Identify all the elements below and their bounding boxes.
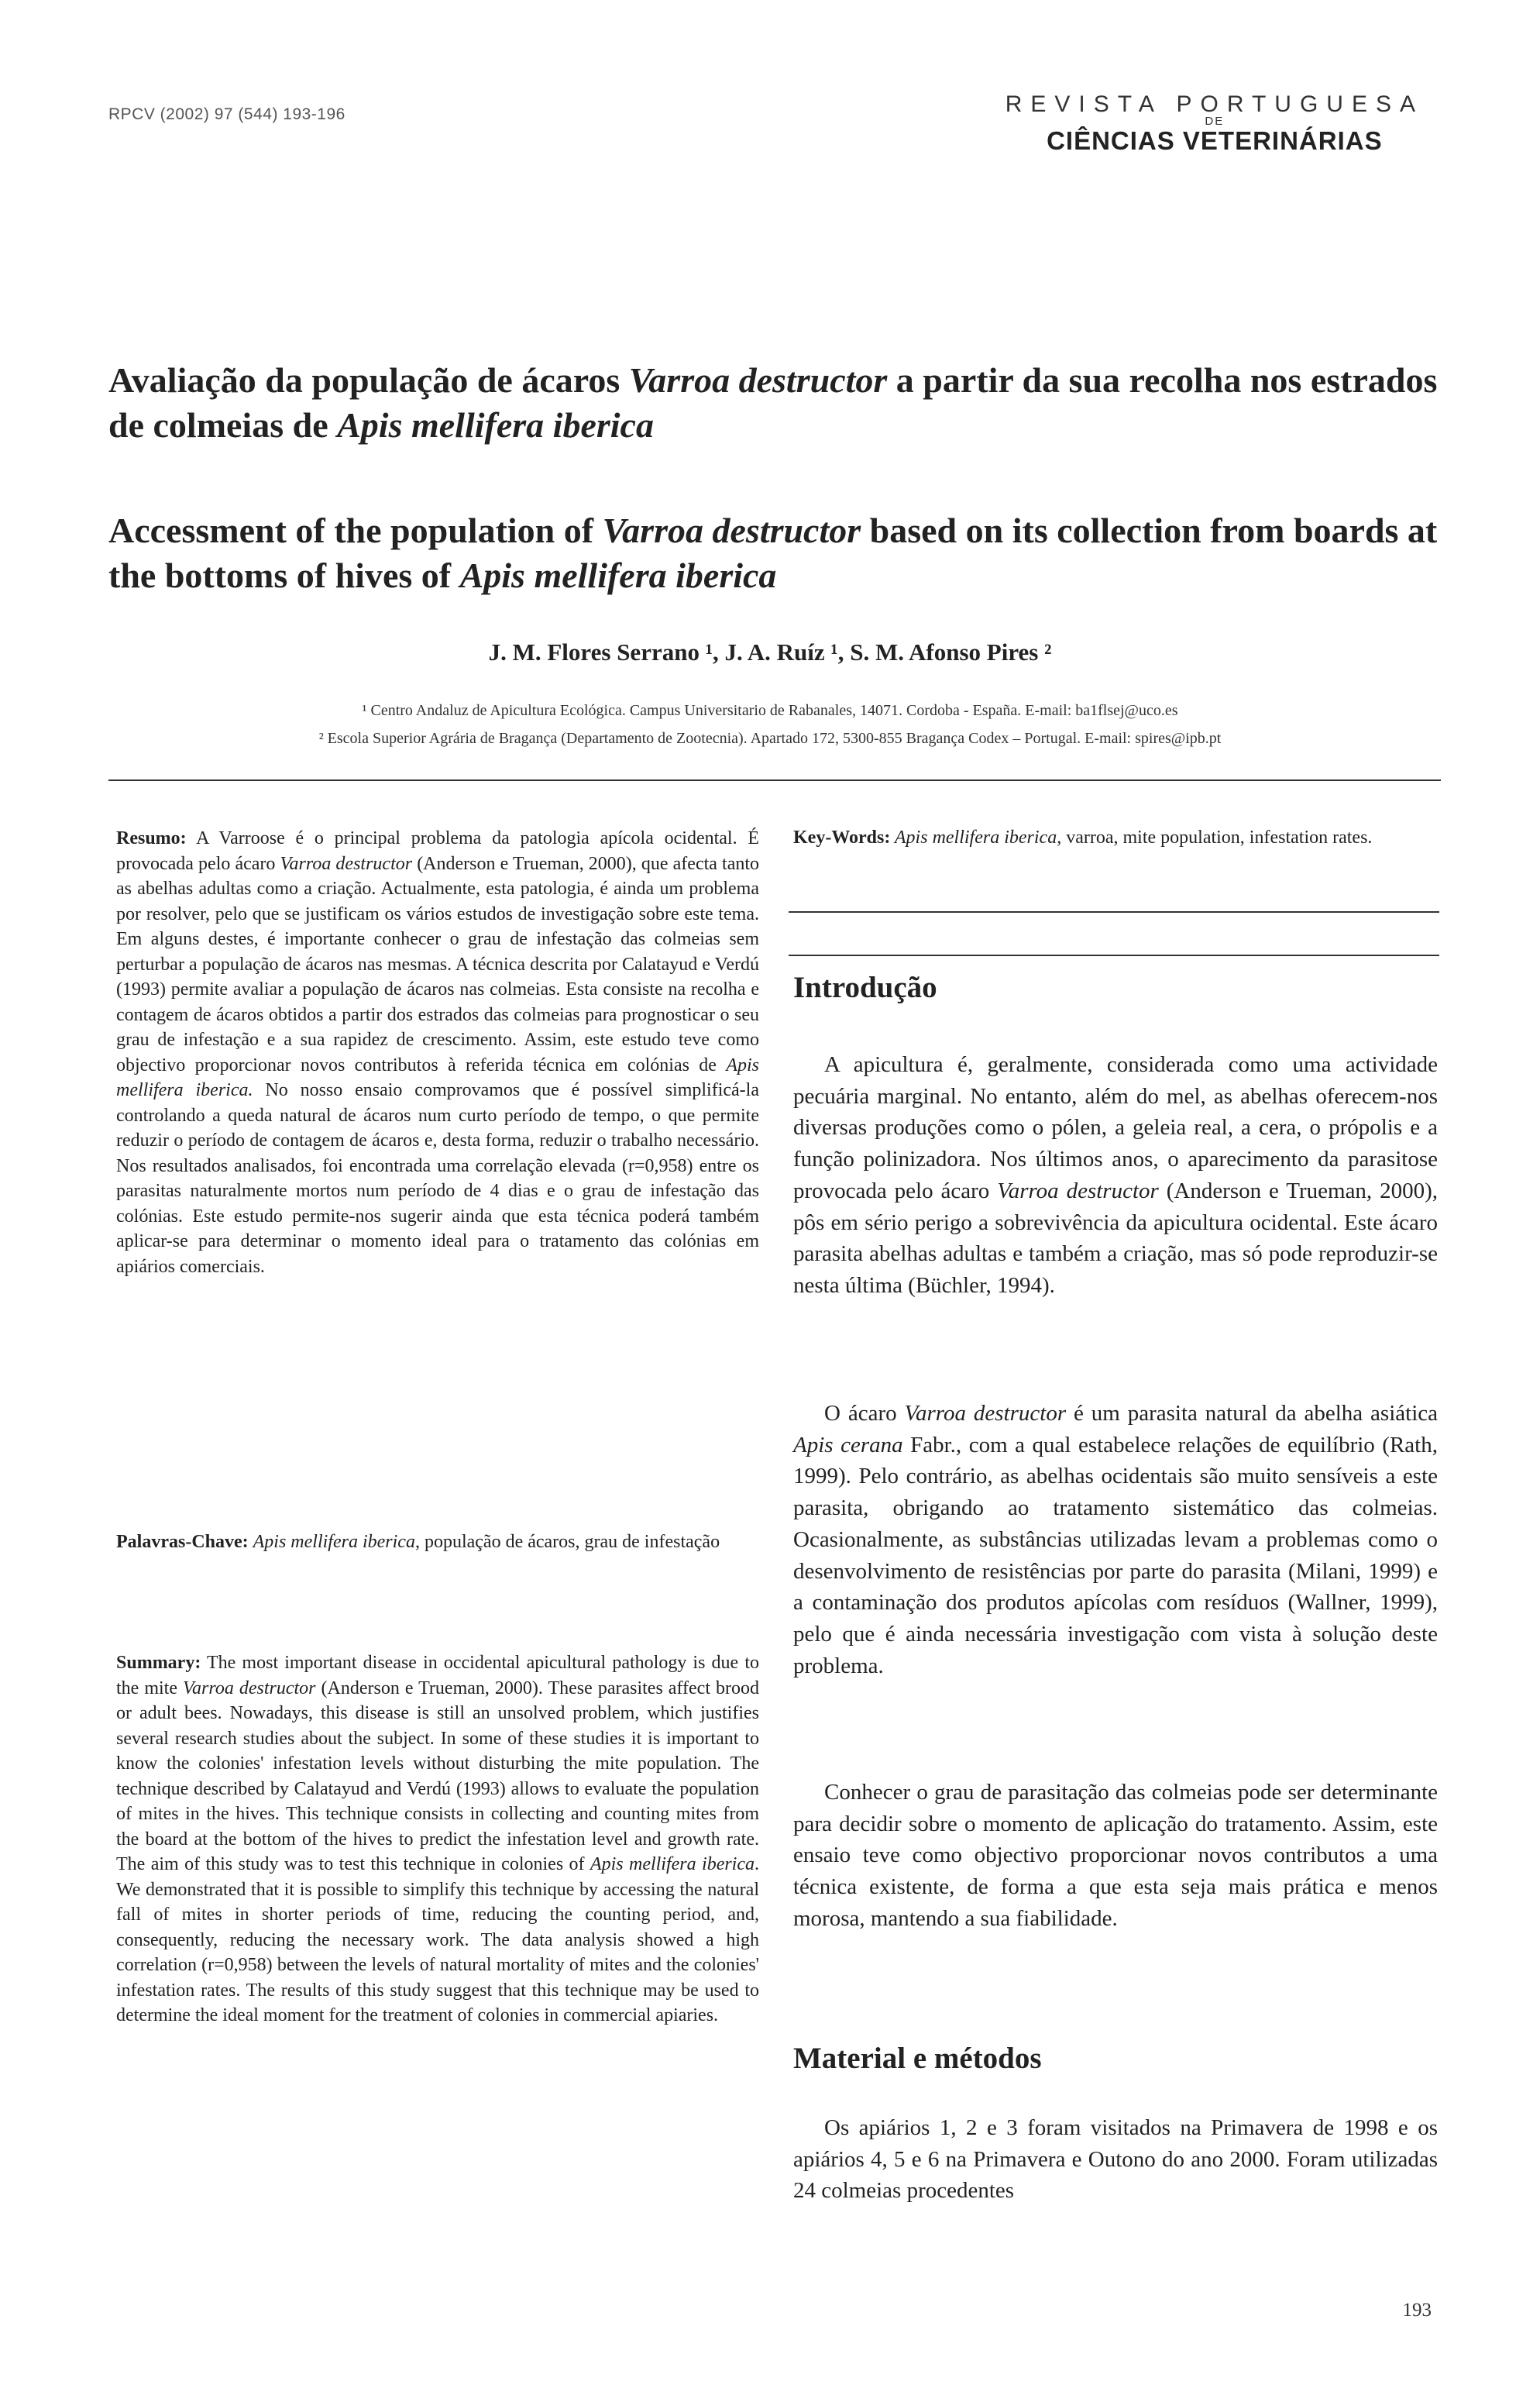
- keywords-divider-2: [789, 955, 1439, 956]
- summary-label: Summary:: [116, 1653, 201, 1673]
- resumo-label: Resumo:: [116, 828, 187, 848]
- title-en-species: Apis mellifera iberica: [459, 556, 777, 595]
- abstract-english: [116, 1650, 759, 2029]
- keywords-text: , varroa, mite population, infestation rates.: [1057, 828, 1373, 848]
- keywords-divider-1: [789, 911, 1439, 913]
- intro-species: Apis cerana: [793, 1432, 903, 1457]
- summary-species: Varroa destructor: [183, 1678, 316, 1698]
- title-en-text: based on its collection from boards at the bottoms of hives of: [108, 511, 1438, 595]
- keywords-label: Key-Words:: [793, 828, 891, 848]
- title-pt-species: Apis mellifera iberica: [337, 405, 654, 445]
- palavras-text: , população de ácaros, grau de infestação: [414, 1532, 720, 1552]
- intro-text: Fabr., com a qual estabelece relações de equilíbrio (Rath, 1999). Pelo contrário, as abelhas ocidentais são muito sensíveis a este parasita, obrigando ao tratamento sistemático das colmeias. Ocasionalmente, as substâncias utilizadas levam a problemas como o desenvolvimento de resistências por parte do parasita (Milani, 1999) e a contaminação dos produtos apícolas com resíduos (Wallner, 1999), pelo que é ainda necessária investigação com vista à solução deste problema.: [793, 1432, 1438, 1678]
- intro-paragraph-2: [793, 1398, 1438, 1681]
- abstract-species: Varroa destructor: [280, 853, 413, 874]
- keywords-species: Apis mellifera iberica: [890, 828, 1057, 848]
- summary-text: . We demonstrated that it is possible to simplify this technique by accessing the natural fall of mites in shorter periods of time, reducing the counting period, and, consequently, reducing the necessary work. The data analysis showed a high correlation (r=0,958) between the levels of natural mortality of mites and the colonies' infestation rates. The results of this study suggest that this technique may be used to determine the ideal moment for the treatment of colonies in commercial apiaries.: [116, 1854, 760, 2025]
- page-number: 193: [1402, 2300, 1432, 2321]
- palavras-species: Apis mellifera iberica: [253, 1532, 415, 1552]
- methods-paragraph-1: [793, 2112, 1438, 2207]
- journal-name-line2: DE: [1205, 115, 1225, 128]
- abstract-species: Apis mellifera iberica.: [116, 1055, 759, 1100]
- abstract-text: A Varroose é o principal problema da patologia apícola ocidental. É provocada pelo ácaro: [116, 828, 759, 874]
- summary-text: (Anderson e Trueman, 2000). These parasites affect brood or adult bees. Nowadays, this disease is still an unsolved problem, which justifies several research studies about the subject. In some of these studies it is important to know the colonies' infestation levels without disturbing the mite population. The technique described by Calatayud and Verdú (1993) allows to evaluate the population of mites in the hives. This technique consists in collecting and counting mites from the board at the bottom of the hives to predict the infestation level and growth rate. The aim of this study was to test this technique in colonies of: [116, 1678, 760, 1874]
- methods-text: Os apiários 1, 2 e 3 foram visitados na Primavera de 1998 e os apiários 4, 5 e 6 na Primavera e Outono do ano 2000. Foram utilizadas 24 colmeias procedentes: [793, 2115, 1438, 2204]
- palavras-chave: [116, 1530, 759, 1555]
- intro-text: Conhecer o grau de parasitação das colmeias pode ser determinante para decidir sobre o momento de aplicação do tratamento. Assim, este ensaio teve como objectivo proporcionar novos contributos a uma técnica existente, de forma a que esta seja mais prática e menos morosa, mantendo a sua fiabilidade.: [793, 1780, 1438, 1931]
- abstract-text: No nosso ensaio comprovamos que é possível simplificá-la controlando a queda natural de ácaros num curto período de tempo, o que permite reduzir o período de contagem de ácaros e, desta forma, reduzir o trabalho necessário. Nos resultados analisados, foi encontrada uma correlação elevada (r=0,958) entre os parasitas naturalmente mortos num período de 4 dias e o grau de infestação das colónias. Este estudo permite-nos sugerir ainda que esta técnica poderá também aplicar-se para determinar o momento ideal para o tratamento das colónias em apiários comerciais.: [116, 1080, 759, 1277]
- intro-species: Varroa destructor: [904, 1401, 1067, 1426]
- title-portuguese: [108, 358, 1441, 448]
- section-heading-material-metodos: Material e métodos: [793, 2042, 1042, 2075]
- summary-species: Apis mellifera iberica: [590, 1854, 755, 1874]
- author-list: J. M. Flores Serrano ¹, J. A. Ruíz ¹, S. M. Afonso Pires ²: [488, 638, 1052, 666]
- affiliation-2: ² Escola Superior Agrária de Bragança (Departamento de Zootecnia). Apartado 172, 5300-855 Bragança Codex – Portugal. E-mail: spires@ipb.pt: [318, 730, 1222, 747]
- key-words: [793, 826, 1438, 850]
- intro-paragraph-3: [793, 1777, 1438, 1935]
- intro-text: A apicultura é, geralmente, considerada como uma actividade pecuária marginal. No entanto, além do mel, as abelhas oferecem-nos diversas produções como o pólen, a geleia real, a cera, o própolis e a função polinizadora. Nos últimos anos, o aparecimento da parasitose provocada pelo ácaro: [793, 1052, 1438, 1203]
- section-heading-introducao: Introdução: [793, 971, 937, 1004]
- journal-masthead: [1005, 91, 1424, 156]
- intro-text: O ácaro: [824, 1401, 905, 1426]
- intro-species: Varroa destructor: [997, 1178, 1159, 1203]
- title-en-species: Varroa destructor: [602, 511, 861, 550]
- intro-text: é um parasita natural da abelha asiática: [1066, 1401, 1438, 1426]
- title-pt-text: Avaliação da população de ácaros: [108, 360, 629, 400]
- palavras-label: Palavras-Chave:: [116, 1532, 249, 1552]
- summary-text: The most important disease in occidental apicultural pathology is due to the mite: [116, 1653, 759, 1698]
- journal-name-line1: REVISTA PORTUGUESA: [1005, 91, 1424, 117]
- journal-name-line3: CIÊNCIAS VETERINÁRIAS: [1047, 126, 1383, 155]
- header-divider: [108, 779, 1441, 781]
- title-english: [108, 508, 1441, 598]
- abstract-portuguese: [116, 826, 759, 1279]
- intro-paragraph-1: [793, 1049, 1438, 1302]
- intro-text: (Anderson e Trueman, 2000), pôs em sério perigo a sobrevivência da apicultura ocidental. Este ácaro parasita abelhas adultas e também a criação, mas só pode reproduzir-se nesta última (Büchler, 1994).: [793, 1178, 1438, 1298]
- title-pt-text: a partir da sua recolha nos estrados de colmeias de: [108, 360, 1438, 445]
- abstract-text: (Anderson e Trueman, 2000), que afecta tanto as abelhas adultas como a criação. Actualmente, esta patologia, é ainda um problema por resolver, pelo que se justificam os vários estudos de investigação sobre este tema. Em alguns destes, é importante conhecer o grau de infestação das colmeias sem perturbar a população de ácaros nas mesmas. A técnica descrita por Calatayud e Verdú (1993) permite avaliar a população de ácaros nas colmeias. Esta consiste na recolha e contagem de ácaros obtidos a partir dos estrados das colmeias para prognosticar o seu grau de infestação e a sua rapidez de crescimento. Assim, este estudo teve como objectivo proporcionar novos contributos à referida técnica em colónias de: [116, 853, 760, 1075]
- affiliation-1: ¹ Centro Andaluz de Apicultura Ecológica. Campus Universitario de Rabanales, 14071. Cordoba - España. E-mail: ba1flsej@uco.es: [362, 702, 1178, 719]
- title-pt-species: Varroa destructor: [628, 360, 888, 400]
- citation-header: RPCV (2002) 97 (544) 193-196: [108, 105, 345, 123]
- title-en-text: Accessment of the population of: [108, 511, 603, 550]
